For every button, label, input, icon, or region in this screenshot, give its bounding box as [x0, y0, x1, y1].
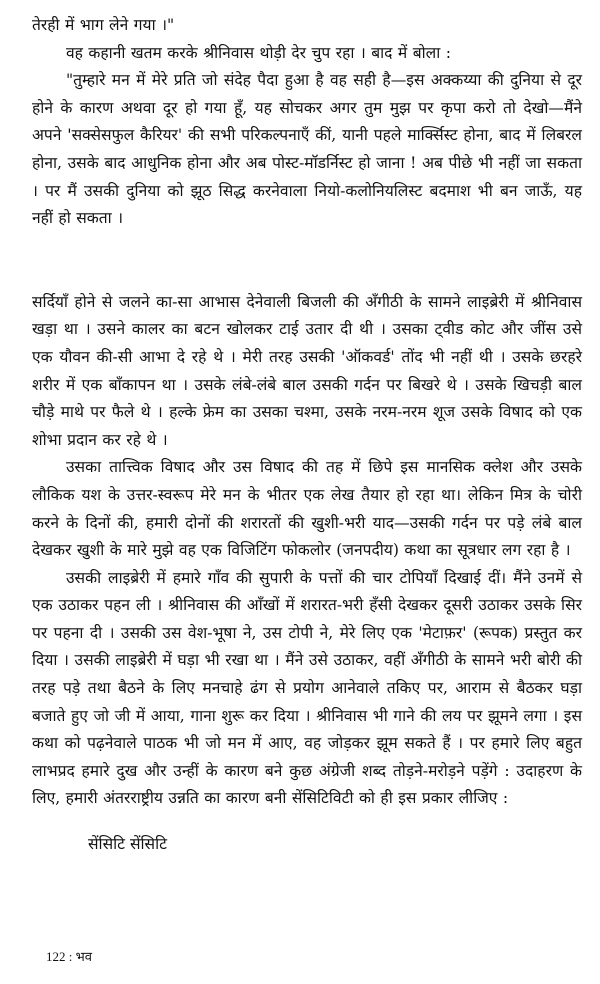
paragraph-caps-and-song: उसकी लाइब्रेरी में हमारे गाँव की सुपारी के पत्तों की चार टोपियाँ दिखाई दीं। मैंने उनमें से एक उठाकर पहन ली । श्रीनिवास की आँखों में शरारत-भरी हँसी देखकर दूसरी उठाकर उसके सिर पर पहना दी । उसकी उस वेश-भूषा ने, उस टोपी ने, मेरे लिए एक 'मेटाफ़र' (रूपक) प्रस्तुत कर दिया । उसकी लाइब्रेरी में घड़ा भी रखा था । मैंने उसे उठाकर, वहीं अँगीठी के सामने भरी बोरी की तरह पड़े तथा बैठने के लिए मनचाहे ढंग से प्रयोग आनेवाले तकिए पर, आराम से बैठकर घड़ा बजाते हुए जो जी में आया, गाना शुरू कर दिया । श्रीनिवास भी गाने की लय पर झूमने लगा । इस कथा को पढ़नेवाले पाठक भी जो मन में आए, वह जोड़कर झूम सकते हैं । पर हमारे लिए बहुत लाभप्रद हमारे दुख और उन्हीं के कारण बने कुछ अंग्रेजी शब्द तोड़ने-मरोड़ने पड़ेंगे : उदाहरण के लिए, हमारी अंतरराष्ट्रीय उन्नति का कारण बनी सेंसिटिविटी को ही इस प्रकार लीजिए :	[32, 568, 582, 808]
paragraph-library-scene: सर्दियाँ होने से जलने का-सा आभास देनेवाली बिजली की अँगीठी के सामने लाइब्रेरी में श्रीनिवास खड़ा था । उसने कालर का बटन खोलकर टाई उतार दी थी । उसका ट्वीड कोट और जींस उसे एक यौवन की-सी आभा दे रहे थे । मेरी तरह उसकी 'ऑकवर्ड' तोंद भी नहीं थी । उसके छरहरे शरीर में एक बाँकापन था । उसके लंबे-लंबे बाल उसकी गर्दन पर बिखरे थे । उसके खिचड़ी बाल चौड़े माथे पर फैले थे । हल्के फ्रेम का उसका चश्मा, उसके नरम-नरम शूज उसके विषाद को एक शोभा प्रदान कर रहे थे ।	[32, 292, 582, 449]
paragraph-reflection: उसका तात्त्विक विषाद और उस विषाद की तह में छिपे इस मानसिक क्लेश और उसके लौकिक यश के उत्तर-स्वरूप मेरे मन के भीतर एक लेख तैयार हो रहा था। लेकिन मित्र के चोरी करने के दिनों की, हमारी दोनों की शरारतों की खुशी-भरी याद—उसकी गर्दन पर पड़े लंबे बाल देखकर खुशी के मारे मुझे वह एक विजिटिंग फोकलोर (जनपदीय) कथा का सूत्रधार लग रहा है ।	[32, 458, 582, 560]
paragraph-dialogue: "तुम्हारे मन में मेरे प्रति जो संदेह पैदा हुआ है वह सही है—इस अक्कय्या की दुनिया से दूर होने के कारण अथवा दूर हो गया हूँ, यह सोचकर अगर तुम मुझ पर कृपा करो तो देखो—मैंने अपने 'सक्सेसफुल कैरियर' की सभी परिकल्पनाएँ कीं, यानी पहले मार्क्सिस्ट होना, बाद में लिबरल होना, उसके बाद आधुनिक होना और अब पोस्ट-मॉडर्निस्ट हो जाना ! अब पीछे भी नहीं जा सकता । पर मैं उसकी दुनिया को झूठ सिद्ध करनेवाला नियो-कलोनियलिस्ट बदमाश भी बन जाऊँ, यह नहीं हो सकता ।	[32, 71, 582, 228]
page-footer: 122 : भव	[46, 949, 92, 964]
paragraph-narration: वह कहानी खतम करके श्रीनिवास थोड़ी देर चुप रहा । बाद में बोला :	[66, 43, 451, 62]
paragraph-continuation: तेरही में भाग लेने गया ।"	[32, 16, 175, 34]
section-gap	[32, 233, 582, 289]
verse-line: सेंसिटि सेंसिटि	[88, 835, 167, 854]
